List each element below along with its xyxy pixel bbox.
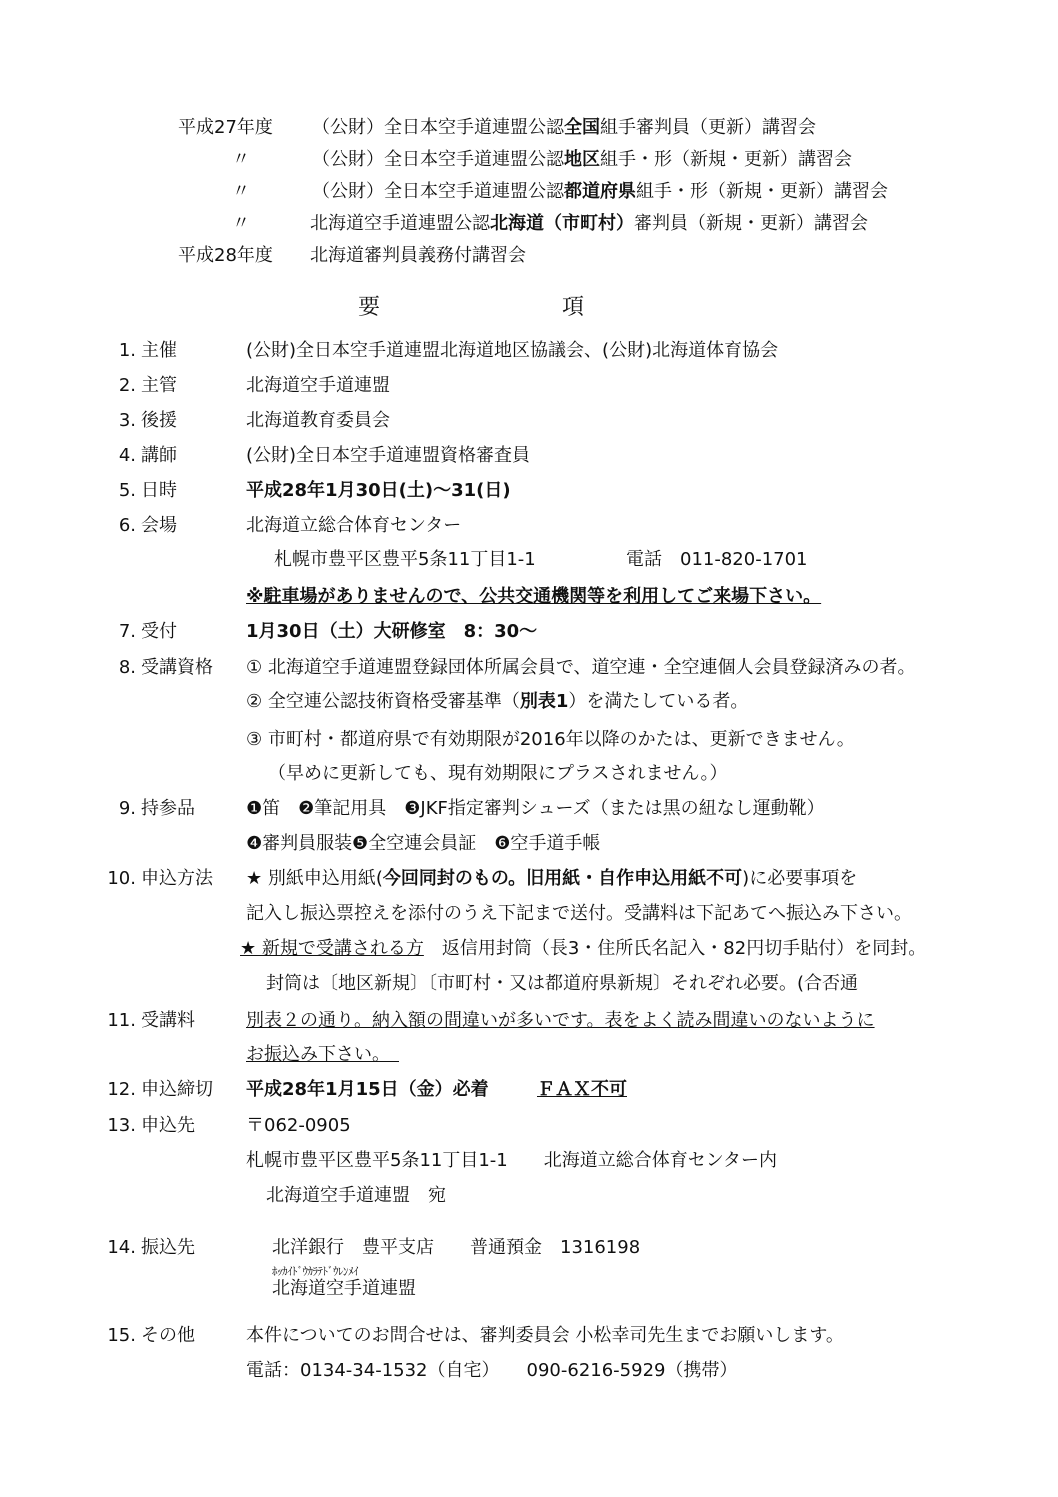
- item-label: 振込先: [141, 1237, 195, 1258]
- item-number: 6.: [118, 515, 136, 536]
- item-label: その他: [141, 1325, 195, 1346]
- item-label: 後援: [141, 410, 177, 431]
- item-number: 5.: [118, 480, 136, 501]
- application-line: ★ 新規で受講される方 返信用封筒（長3・住所氏名記入・82円切手貼付）を同封。: [240, 938, 927, 959]
- item-label: 申込先: [141, 1115, 195, 1136]
- header-ditto-mark: 〃: [232, 213, 250, 234]
- item-label: 講師: [141, 445, 177, 466]
- belongings-line: ❶笛 ❷筆記用具 ❸JKF指定審判シューズ（または黒の紐なし運動靴）: [246, 798, 825, 819]
- application-line: 記入し振込票控えを添付のうえ下記まで送付。受講料は下記あてへ振込み下さい。: [246, 903, 912, 924]
- contact-phone: 電話：0134-34-1532（自宅） 090-6216-5929（携帯）: [246, 1360, 738, 1381]
- item-value: 北海道空手道連盟: [246, 375, 390, 396]
- item-number: 2.: [118, 375, 136, 396]
- account-holder-name: 北海道空手道連盟: [272, 1278, 416, 1299]
- qualification-line: ① 北海道空手道連盟登録団体所属会員で、道空連・全空連個人会員登録済みの者。: [246, 657, 916, 678]
- item-number: 4.: [118, 445, 136, 466]
- title-right-char: 項: [562, 295, 585, 320]
- item-value: (公財)全日本空手道連盟北海道地区協議会、(公財)北海道体育協会: [246, 340, 779, 361]
- fax-notice: ＦＡＸ不可: [537, 1079, 627, 1100]
- item-label: 申込締切: [141, 1079, 213, 1100]
- fee-line: 別表２の通り。納入額の間違いが多いです。表をよく読み間違いのないように: [246, 1010, 875, 1031]
- item-label: 持参品: [141, 798, 195, 819]
- header-course-line: 北海道空手道連盟公認北海道（市町村）審判員（新規・更新）講習会: [310, 213, 868, 234]
- header-ditto-mark: 〃: [232, 181, 250, 202]
- account-holder: [272, 1266, 416, 1300]
- qualification-note: （早めに更新しても、現有効期限にプラスされません。）: [268, 763, 728, 784]
- item-number: 10.: [107, 868, 136, 889]
- item-number: 14.: [107, 1237, 136, 1258]
- item-value: 1月30日（土）大研修室 8：30～: [246, 621, 538, 642]
- application-line: ★ 別紙申込用紙(今回同封のもの。旧用紙・自作申込用紙不可)に必要事項を: [246, 868, 858, 889]
- header-year-label: 平成27年度: [178, 117, 273, 138]
- item-value: 平成28年1月30日(土)～31(日): [246, 480, 511, 501]
- item-number: 11.: [107, 1010, 136, 1031]
- postal-code: 〒062-0905: [246, 1115, 351, 1136]
- venue-address: 札幌市豊平区豊平5条11丁目1-1: [274, 549, 536, 570]
- application-line: 封筒は〔地区新規〕〔市町村・又は都道府県新規〕それぞれ必要。(合否通: [266, 973, 859, 994]
- header-course-line: （公財）全日本空手道連盟公認全国組手審判員（更新）講習会: [312, 117, 816, 138]
- item-number: 3.: [118, 410, 136, 431]
- item-label: 受講資格: [141, 657, 213, 678]
- title-left-char: 要: [358, 295, 381, 320]
- bank-account: 北洋銀行 豊平支店 普通預金 1316198: [272, 1237, 641, 1258]
- item-number: 15.: [107, 1325, 136, 1346]
- item-label: 申込方法: [141, 868, 213, 889]
- deadline-date: 平成28年1月15日（金）必着: [246, 1079, 489, 1100]
- parking-notice: ※駐車場がありませんので、公共交通機関等を利用してご来場下さい。: [246, 586, 822, 607]
- item-number: 1.: [118, 340, 136, 361]
- item-value: 北海道教育委員会: [246, 410, 390, 431]
- header-course-line: （公財）全日本空手道連盟公認地区組手・形（新規・更新）講習会: [312, 149, 852, 170]
- header-course-line: （公財）全日本空手道連盟公認都道府県組手・形（新規・更新）講習会: [312, 181, 888, 202]
- recipient-line: 北海道空手道連盟 宛: [266, 1185, 446, 1206]
- item-label: 日時: [141, 480, 177, 501]
- item-number: 12.: [107, 1079, 136, 1100]
- venue-phone: 電話 011-820-1701: [626, 549, 808, 570]
- contact-line: 本件についてのお問合せは、審判委員会 小松幸司先生までお願いします。: [246, 1325, 844, 1346]
- header-year-label: 平成28年度: [178, 245, 273, 266]
- item-number: 13.: [107, 1115, 136, 1136]
- item-number: 9.: [118, 798, 136, 819]
- item-label: 受付: [141, 621, 177, 642]
- item-label: 主催: [141, 340, 177, 361]
- qualification-line: ② 全空連公認技術資格受審基準（別表1）を満たしている者。: [246, 691, 749, 712]
- header-ditto-mark: 〃: [232, 149, 250, 170]
- qualification-line: ③ 市町村・都道府県で有効期限が2016年以降のかたは、更新できません。: [246, 729, 855, 750]
- belongings-line: ❹審判員服装❺全空連会員証 ❻空手道手帳: [246, 833, 601, 854]
- account-holder-kana: ﾎｯｶｲﾄﾞｳｶﾗﾃﾄﾞｳﾚﾝﾒｲ: [272, 1265, 358, 1278]
- item-label: 受講料: [141, 1010, 195, 1031]
- item-number: 8.: [118, 657, 136, 678]
- address-line: 札幌市豊平区豊平5条11丁目1-1 北海道立総合体育センター内: [246, 1150, 778, 1171]
- item-value: (公財)全日本空手道連盟資格審査員: [246, 445, 531, 466]
- venue-name: 北海道立総合体育センター: [246, 515, 462, 536]
- fee-line: お振込み下さい。: [246, 1044, 399, 1065]
- header-course-line: 北海道審判員義務付講習会: [310, 245, 526, 266]
- item-label: 会場: [141, 515, 177, 536]
- item-number: 7.: [118, 621, 136, 642]
- item-label: 主管: [141, 375, 177, 396]
